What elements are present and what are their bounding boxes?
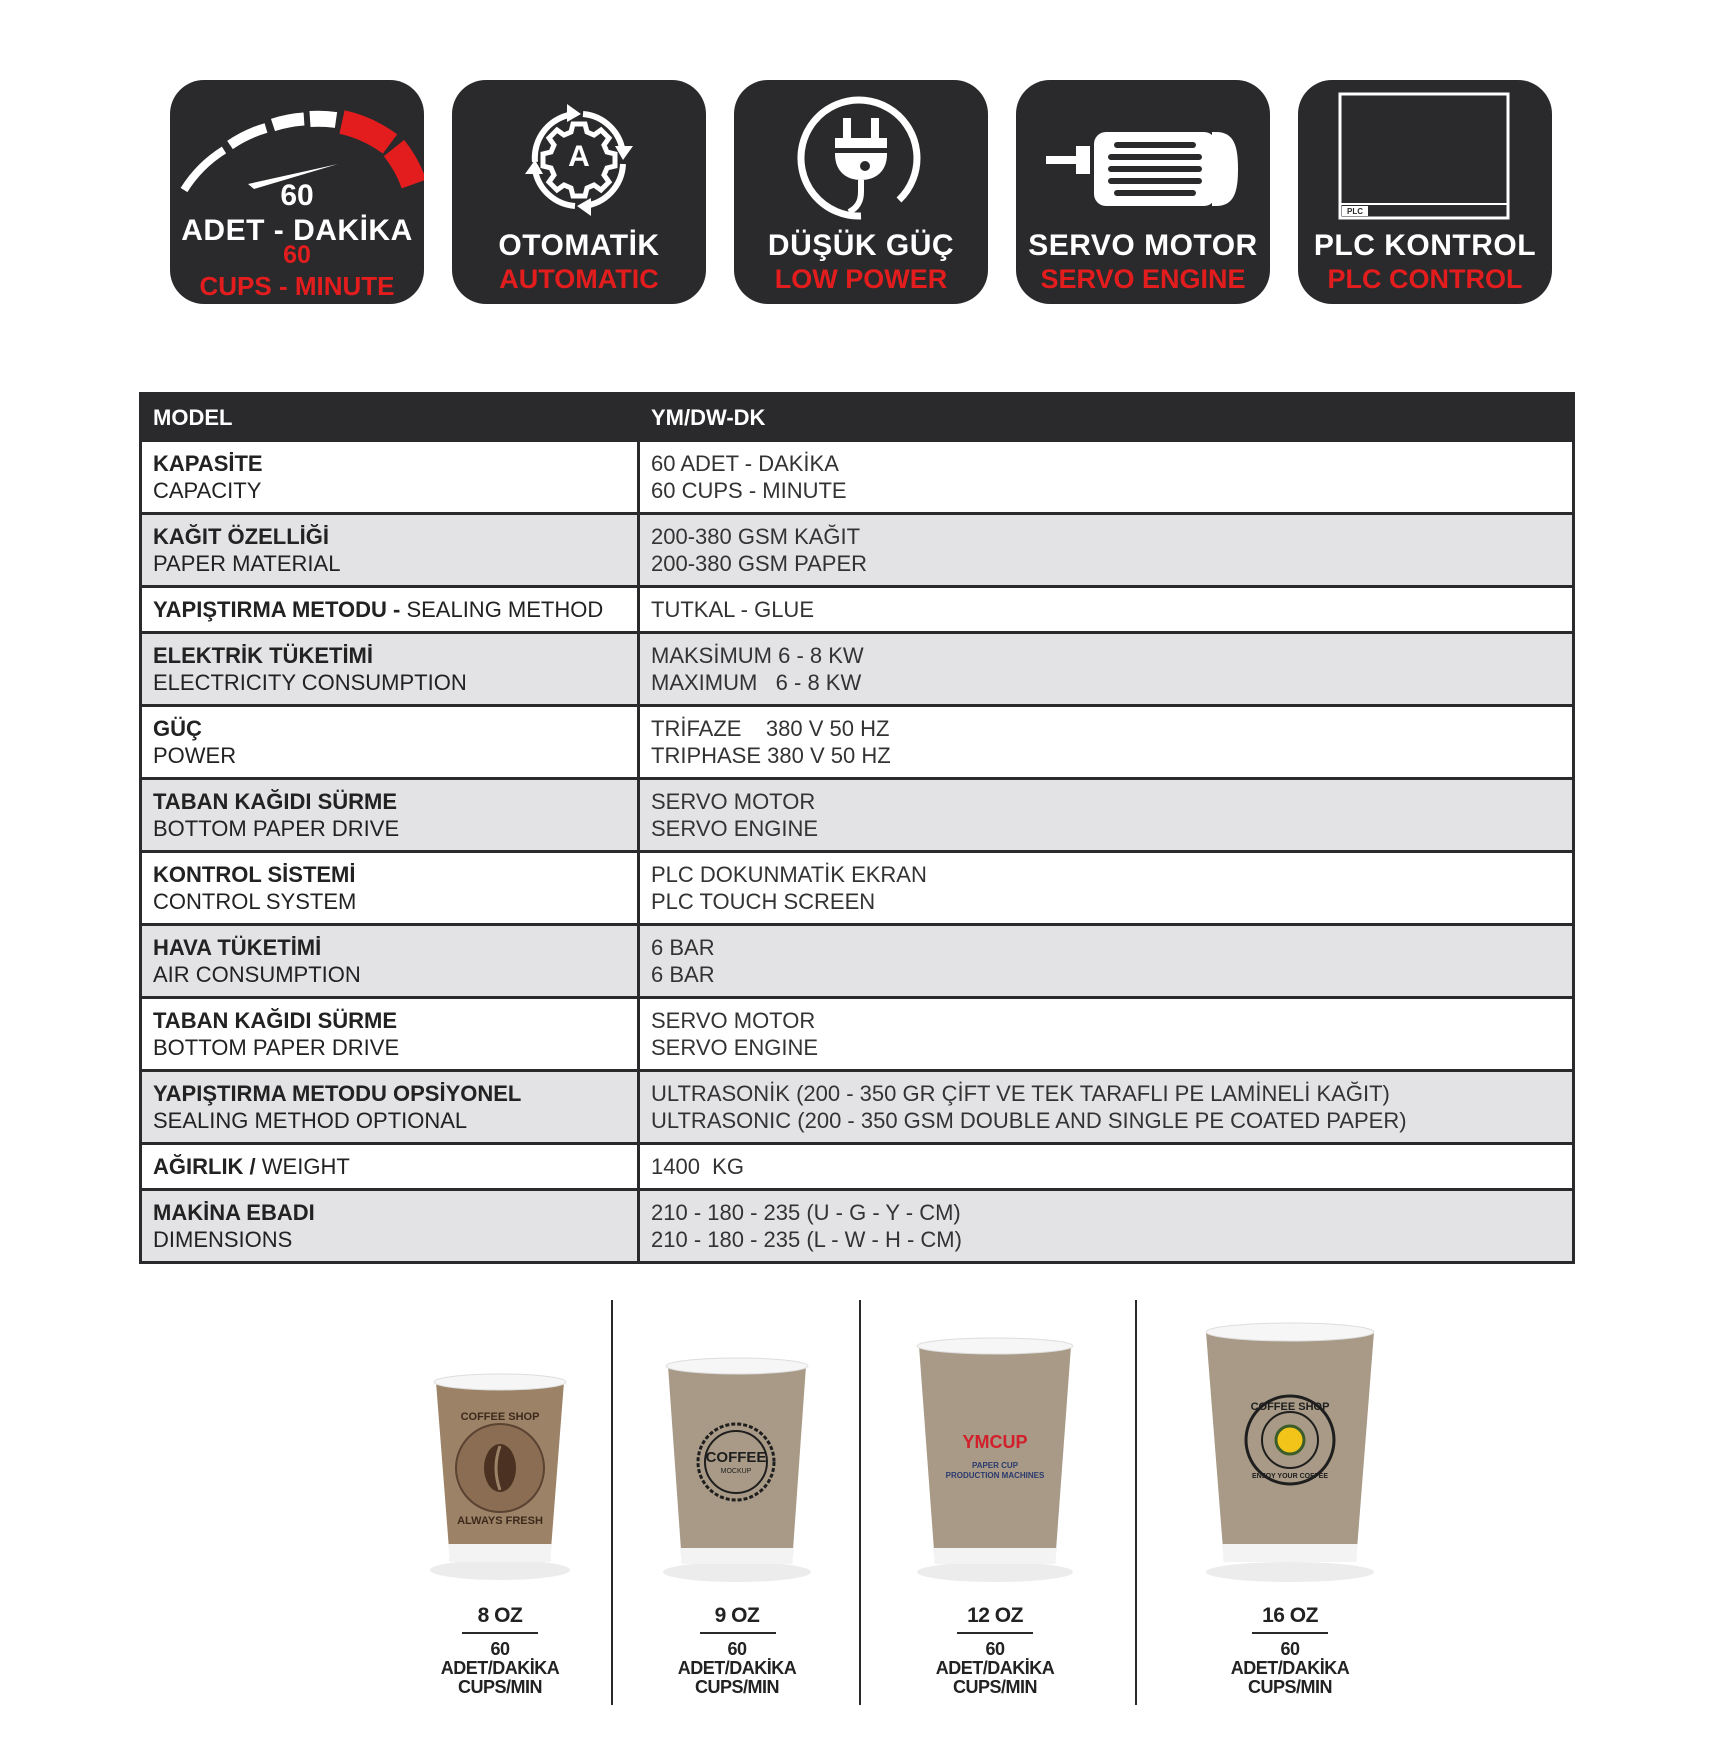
cup-size: 8 OZ [477, 1604, 523, 1627]
svg-text:A: A [568, 140, 590, 173]
spec-value [639, 852, 1574, 925]
spec-label [141, 779, 639, 852]
spec-label [141, 852, 639, 925]
feature-tile-automatic [452, 80, 706, 304]
cup-unit-en: CUPS/MIN [457, 1677, 542, 1697]
cup-image [1190, 1300, 1390, 1590]
cup-rule [462, 1632, 538, 1634]
spec-label-en: CONTROL SYSTEM [153, 889, 357, 914]
spec-value [639, 998, 1574, 1071]
spec-table [139, 392, 1575, 1264]
spec-row [141, 925, 1574, 998]
spec-label-tr: GÜÇ [153, 716, 202, 741]
divider [1135, 1300, 1137, 1705]
spec-label-tr: ELEKTRİK TÜKETİMİ [153, 643, 373, 668]
spec-label [141, 925, 639, 998]
cup-rule [957, 1632, 1033, 1634]
cup-unit-en: CUPS/MIN [952, 1677, 1037, 1697]
spec-value-en: ULTRASONIC (200 - 350 GSM DOUBLE AND SINGLE PE COATED PAPER) [651, 1108, 1407, 1133]
spec-label-en: SEALING METHOD OPTIONAL [153, 1108, 468, 1133]
svg-text:ALWAYS FRESH: ALWAYS FRESH [457, 1515, 543, 1527]
spec-row [141, 441, 1574, 514]
spec-label [141, 514, 639, 587]
svg-text:MOCKUP: MOCKUP [720, 1468, 752, 1475]
spec-value [639, 514, 1574, 587]
cup-unit-tr: ADET/DAKİKA [677, 1658, 797, 1678]
feature-subtitle: AUTOMATIC [499, 264, 659, 294]
spec-value [639, 441, 1574, 514]
spec-label-tr: KAPASİTE [153, 451, 263, 476]
cup-unit-en: CUPS/MIN [1247, 1677, 1332, 1697]
spec-value [639, 1190, 1574, 1263]
spec-value-en: 6 BAR [651, 962, 715, 987]
cup-rate: 60 [727, 1639, 747, 1659]
power-plug-icon [734, 92, 988, 222]
spec-value-en: 200-380 GSM PAPER [651, 551, 868, 576]
spec-value [639, 779, 1574, 852]
spec-row [141, 514, 1574, 587]
spec-label [141, 441, 639, 514]
cup-unit-tr: ADET/DAKİKA [440, 1658, 560, 1678]
spec-header-value: YM/DW-DK [639, 394, 1574, 441]
cup-image [420, 1300, 580, 1590]
cup-unit-tr: ADET/DAKİKA [1230, 1658, 1350, 1678]
feature-subtitle: PLC CONTROL [1327, 264, 1523, 294]
spec-value-tr: 6 BAR [651, 935, 715, 960]
spec-body [141, 441, 1574, 1263]
spec-label-en: AIR CONSUMPTION [153, 962, 361, 987]
spec-label-tr: YAPIŞTIRMA METODU OPSİYONEL [153, 1081, 522, 1106]
spec-value [639, 633, 1574, 706]
spec-label-tr: TABAN KAĞIDI SÜRME [153, 1008, 398, 1033]
spec-row [141, 779, 1574, 852]
cup-rate: 60 [985, 1639, 1005, 1659]
plc-screen-icon [1298, 92, 1552, 222]
spec-value-tr: MAKSİMUM 6 - 8 KW [651, 643, 864, 668]
spec-value-en: SERVO ENGINE [651, 816, 819, 841]
spec-value [639, 706, 1574, 779]
spec-row [141, 998, 1574, 1071]
feature-subtitle: SERVO ENGINE [1040, 264, 1246, 294]
spec-label-tr: TABAN KAĞIDI SÜRME [153, 789, 398, 814]
servo-motor-icon [1016, 92, 1270, 222]
spec-label [141, 998, 639, 1071]
cup-image [652, 1300, 822, 1590]
cup-size: 9 OZ [714, 1604, 760, 1627]
spec-row [141, 1144, 1574, 1190]
spec-row [141, 633, 1574, 706]
spec-row [141, 1071, 1574, 1144]
spec-value-tr: TRİFAZE 380 V 50 HZ [651, 716, 890, 741]
cup-rule [700, 1632, 776, 1634]
spec-row [141, 587, 1574, 633]
spec-label-en: DIMENSIONS [153, 1227, 293, 1252]
feature-tile-servo [1016, 80, 1270, 304]
feature-title: OTOMATİK [498, 229, 660, 262]
spec-value-tr: TUTKAL - GLUE [651, 597, 814, 622]
cup-size: 16 OZ [1262, 1604, 1318, 1627]
plc-screen-label: PLC [1347, 207, 1363, 216]
spec-label [141, 587, 639, 633]
feature-title: DÜŞÜK GÜÇ [767, 229, 955, 262]
spec-label [141, 1190, 639, 1263]
spec-value [639, 1071, 1574, 1144]
cup-unit-en: CUPS/MIN [694, 1677, 779, 1697]
spec-label-tr: KAĞIT ÖZELLİĞİ [153, 524, 329, 549]
spec-value-en: 210 - 180 - 235 (L - W - H - CM) [651, 1227, 962, 1252]
spec-label [141, 633, 639, 706]
spec-value-tr: 200-380 GSM KAĞIT [651, 524, 861, 549]
feature-subtitle: CUPS - MINUTE [199, 271, 395, 301]
feature-title: SERVO MOTOR [1028, 229, 1258, 262]
spec-value-en: MAXIMUM 6 - 8 KW [651, 670, 862, 695]
cup-rule [1252, 1632, 1328, 1634]
spec-label-en: SEALING METHOD [400, 597, 604, 622]
automatic-gear-icon [452, 92, 706, 222]
speed-number-en: 60 [283, 241, 311, 269]
spec-label-en: POWER [153, 743, 237, 768]
svg-text:PRODUCTION MACHINES: PRODUCTION MACHINES [945, 1471, 1045, 1480]
svg-text:PAPER CUP: PAPER CUP [971, 1461, 1019, 1470]
spec-label [141, 1144, 639, 1190]
svg-text:COFFEE SHOP: COFFEE SHOP [460, 1411, 540, 1423]
cup-size: 12 OZ [967, 1604, 1023, 1627]
spec-value-en: SERVO ENGINE [651, 1035, 819, 1060]
feature-subtitle: LOW POWER [774, 264, 948, 294]
cup-unit-tr: ADET/DAKİKA [935, 1658, 1055, 1678]
spec-value-tr: ULTRASONİK (200 - 350 GR ÇİFT VE TEK TARAFLI PE LAMİNELİ KAĞIT) [651, 1081, 1390, 1106]
cup-sizes [0, 1300, 1732, 1720]
spec-label-en: ELECTRICITY CONSUMPTION [153, 670, 467, 695]
spec-label-en: WEIGHT [255, 1154, 350, 1179]
spec-label [141, 1071, 639, 1144]
spec-label [141, 706, 639, 779]
spec-label-tr: YAPIŞTIRMA METODU - [153, 597, 401, 622]
spec-value-tr: PLC DOKUNMATİK EKRAN [651, 862, 927, 887]
cup-12oz [905, 1300, 1085, 1700]
cup-8oz [420, 1300, 580, 1700]
spec-row [141, 852, 1574, 925]
spec-label-en: BOTTOM PAPER DRIVE [153, 816, 400, 841]
svg-text:COFFEE SHOP: COFFEE SHOP [1250, 1401, 1330, 1413]
feature-tile-speed [170, 80, 424, 304]
cup-rate: 60 [490, 1639, 510, 1659]
spec-header-row [141, 394, 1574, 441]
svg-text:ENJOY YOUR COFFEE: ENJOY YOUR COFFEE [1252, 1473, 1328, 1480]
spec-value-tr: 210 - 180 - 235 (U - G - Y - CM) [651, 1200, 961, 1225]
cup-rate: 60 [1280, 1639, 1300, 1659]
spec-header-label: MODEL [141, 394, 639, 441]
spec-row [141, 1190, 1574, 1263]
spec-label-tr: AĞIRLIK / [153, 1154, 256, 1179]
cup-image [905, 1300, 1085, 1590]
divider [611, 1300, 613, 1705]
feature-title: PLC KONTROL [1313, 229, 1537, 262]
cup-9oz [652, 1300, 822, 1700]
spec-label-en: PAPER MATERIAL [153, 551, 341, 576]
spec-label-tr: KONTROL SİSTEMİ [153, 862, 356, 887]
spec-row [141, 706, 1574, 779]
cup-16oz [1190, 1300, 1390, 1700]
spec-label-tr: MAKİNA EBADI [153, 1200, 315, 1225]
spec-value [639, 1144, 1574, 1190]
spec-value-tr: SERVO MOTOR [651, 1008, 816, 1033]
svg-text:YMCUP: YMCUP [962, 1432, 1028, 1452]
spec-value [639, 925, 1574, 998]
spec-value-tr: SERVO MOTOR [651, 789, 816, 814]
spec-label-en: BOTTOM PAPER DRIVE [153, 1035, 400, 1060]
spec-value-tr: 60 ADET - DAKİKA [651, 451, 839, 476]
spec-label-tr: HAVA TÜKETİMİ [153, 935, 322, 960]
feature-tile-plc [1298, 80, 1552, 304]
svg-text:COFFEE: COFFEE [705, 1449, 767, 1466]
spec-value-en: PLC TOUCH SCREEN [651, 889, 876, 914]
spec-label-en: CAPACITY [153, 478, 262, 503]
spec-value [639, 587, 1574, 633]
spec-value-en: TRIPHASE 380 V 50 HZ [651, 743, 891, 768]
spec-value-en: 60 CUPS - MINUTE [651, 478, 847, 503]
feature-title: ADET - DAKİKA [181, 214, 413, 247]
feature-tile-low-power [734, 80, 988, 304]
spec-value-tr: 1400 KG [651, 1154, 744, 1179]
feature-tiles [170, 80, 1540, 304]
divider [859, 1300, 861, 1705]
speed-number: 60 [280, 179, 314, 212]
